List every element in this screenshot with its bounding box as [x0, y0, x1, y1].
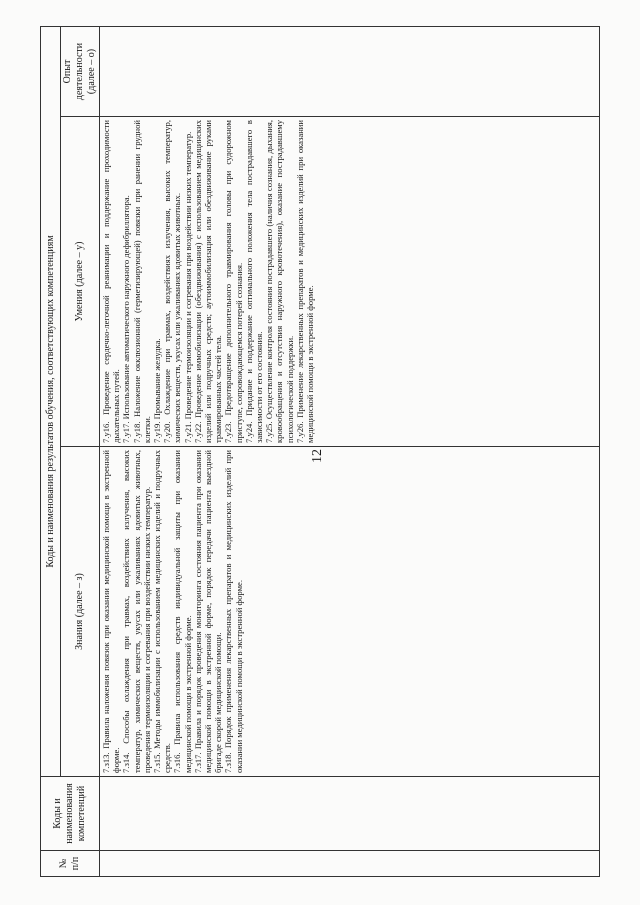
cell-knowledge: [100, 447, 600, 777]
table-row: [100, 27, 600, 877]
list-item: 7.у24. Придание и поддержание оптимального положения тела пострадавшего в зависимости от его состояния.: [243, 120, 265, 443]
header-experience: Опыт деятельности (далее – о): [61, 27, 100, 117]
cell-experience: [100, 27, 600, 117]
list-item: 7.у16. Проведение сердечно-легочной реанимации и поддержание проходимости дыхательных путей.: [101, 120, 122, 443]
cell-skills: [100, 117, 600, 447]
list-item: 7.з14. Способы охлаждения при травмах, воздействиях излучения, высоких температур, химических веществ, укусах или ужаливаниях ядовитых животных, проведения термоизоляции и согревания при воздействии низких температур.: [121, 450, 152, 773]
list-item: 7.у17. Использование автоматического наружного дефибриллятора.: [121, 195, 132, 443]
list-item: 7.у25. Осуществление контроля состояния пострадавшего (наличия сознания, дыхания, кровообращения и отсутствия наружного кровотечения), оказание пострадавшему психологической поддержки.: [264, 120, 295, 443]
list-item: 7.у22. Проведение иммобилизации (обездвиживания) с использованием медицинских изделий или подручных средств; аутоиммобилизация или обездвиживание руками травмированных частей тела.: [192, 120, 224, 443]
cell-codes: [100, 777, 600, 851]
list-item: 7.з13. Правила наложения повязок при оказании медицинской помощи в экстренной форме.: [101, 450, 122, 773]
header-codes: Коды и наименования компетенций: [41, 777, 100, 851]
list-item: 7.з16. Правила использования средств индивидуальной защиты при оказании медицинской помощи в экстренной форме.: [172, 450, 193, 773]
list-item: 7.у23. Предотвращение дополнительного травмирования головы при судорожном приступе, сопровождающемся потерей сознания.: [223, 120, 244, 443]
list-item: 7.у18. Наложение окклюзионной (герметизирующей) повязки при ранении грудной клетки.: [131, 120, 152, 443]
header-number: № п/п: [41, 851, 100, 877]
list-item: 7.у19. Промывание желудка.: [152, 338, 163, 443]
header-knowledge: Знания (далее – з): [61, 447, 100, 777]
competency-table: [40, 26, 600, 877]
cell-number: [100, 851, 600, 877]
header-skills: Умения (далее – у): [61, 117, 100, 447]
list-item: 7.у21. Проведение термоизоляции и согревания при воздействии низких температур.: [182, 131, 193, 443]
page-number: 12: [310, 449, 325, 463]
header-results-group: Коды и наименования результатов обучения, соответствующих компетенциям: [41, 27, 61, 777]
rotated-table-container: [40, 27, 600, 877]
list-item: 7.у26. Применение лекарственных препаратов и медицинских изделий при оказании медицинской помощи в экстренной форме.: [294, 120, 316, 443]
list-item: 7.у20. Охлаждение при травмах, воздействиях излучения, высоких температур, химических веществ, укусах или ужаливаниях ядовитых животных.: [162, 120, 183, 443]
list-item: 7.з17. Правила и порядок проведения мониторинга состояния пациента при оказании медицинской помощи в экстренной форме, порядок передачи пациента выездной бригаде скорой медицинской помощи.: [192, 450, 224, 773]
list-item: 7.з15. Методы иммобилизации с использованием медицинских изделий и подручных средств.: [152, 450, 173, 773]
list-item: 7.з18. Порядок применения лекарственных препаратов и медицинских изделий при оказании медицинской помощи в экстренной форме.: [223, 450, 244, 773]
